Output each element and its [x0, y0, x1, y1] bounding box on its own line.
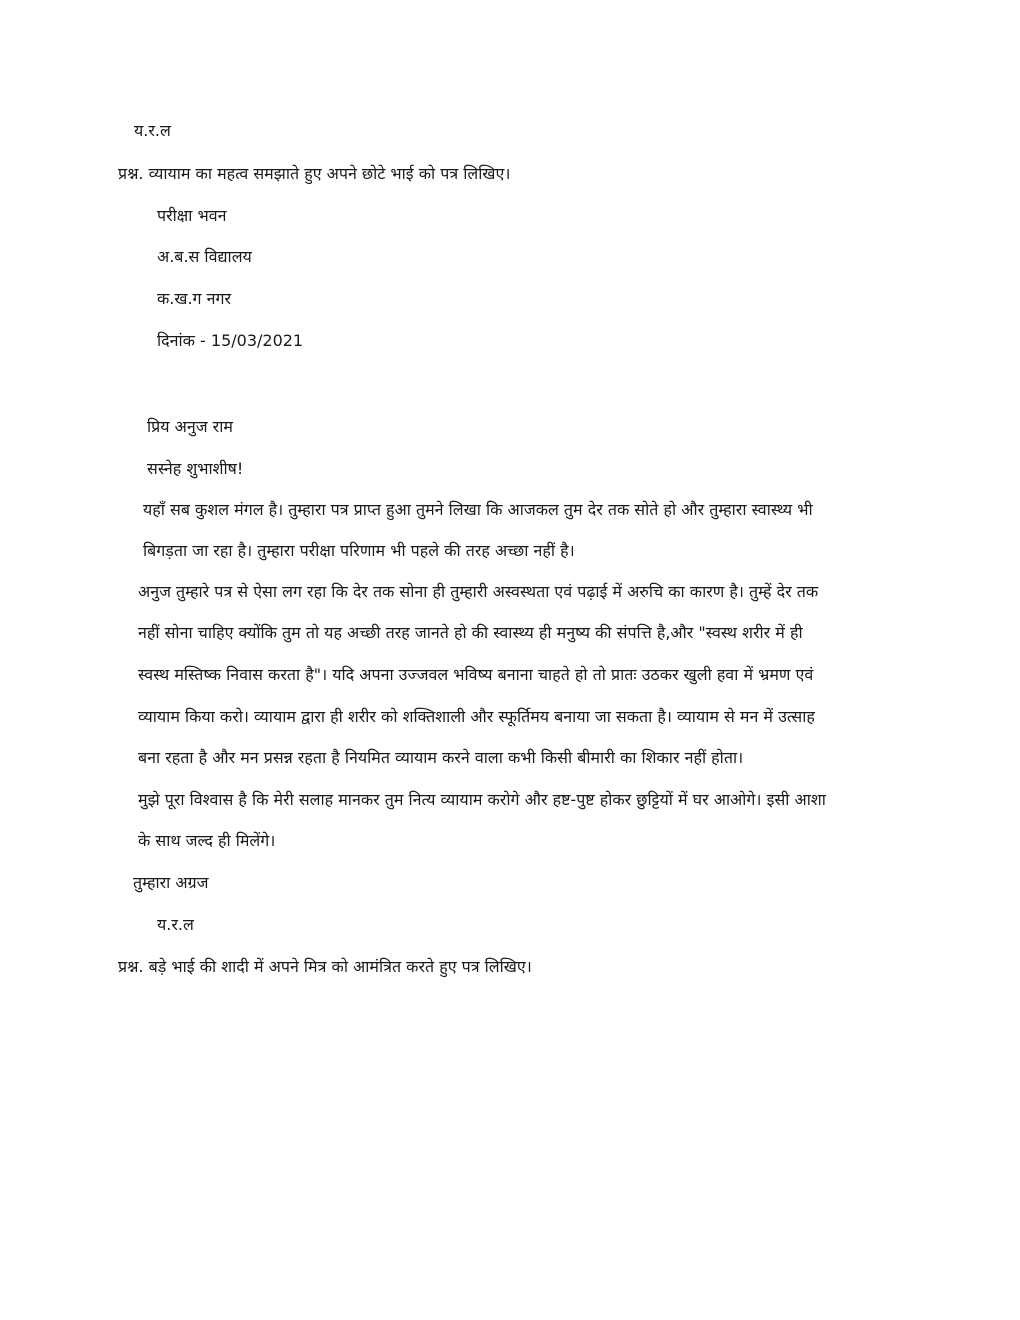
address-line-2: अ.ब.स विद्यालय — [157, 247, 252, 266]
address-line-3: क.ख.ग नगर — [157, 289, 232, 308]
question-1: प्रश्न. व्यायाम का महत्व समझाते हुए अपने छोटे भाई को पत्र लिखिए। — [118, 164, 511, 183]
salutation: प्रिय अनुज राम — [147, 417, 233, 436]
body-line-4: नहीं सोना चाहिए क्योंकि तुम तो यह अच्छी तरह जानते हो की स्वास्थ्य ही मनुष्य की संपत्ति है,और "स्वस्थ शरीर में ही — [138, 623, 803, 642]
body-line-7: बना रहता है और मन प्रसन्न रहता है नियमित व्यायाम करने वाला कभी किसी बीमारी का शिकार नहीं होता। — [138, 748, 744, 767]
body-line-9: के साथ जल्द ही मिलेंगे। — [138, 831, 276, 850]
body-line-6: व्यायाम किया करो। व्यायाम द्वारा ही शरीर को शक्तिशाली और स्फूर्तिमय बनाया जा सकता है। व्यायाम से मन में उत्साह — [138, 707, 815, 726]
date-line: दिनांक - 15/03/2021 — [157, 331, 304, 350]
body-line-2: बिगड़ता जा रहा है। तुम्हारा परीक्षा परिणाम भी पहले की तरह अच्छा नहीं है। — [143, 541, 575, 560]
greeting: सस्नेह शुभाशीष! — [147, 459, 244, 478]
closing: तुम्हारा अग्रज — [133, 873, 209, 892]
body-line-5: स्वस्थ मस्तिष्क निवास करता है"। यदि अपना उज्जवल भविष्य बनाना चाहते हो तो प्रातः उठकर खुली हवा में भ्रमण एवं — [138, 665, 814, 684]
question-2: प्रश्न. बड़े भाई की शादी में अपने मित्र को आमंत्रित करते हुए पत्र लिखिए। — [118, 957, 532, 976]
top-sender: य.र.ल — [134, 121, 171, 140]
signature: य.र.ल — [157, 915, 194, 934]
address-line-1: परीक्षा भवन — [157, 206, 227, 225]
body-line-3: अनुज तुम्हारे पत्र से ऐसा लग रहा कि देर तक सोना ही तुम्हारी अस्वस्थता एवं पढ़ाई में अरुचि का कारण है। तुम्हें देर तक — [138, 582, 819, 601]
body-line-1: यहाँ सब कुशल मंगल है। तुम्हारा पत्र प्राप्त हुआ तुमने लिखा कि आजकल तुम देर तक सोते हो और तुम्हारा स्वास्थ्य भी — [143, 500, 813, 519]
body-line-8: मुझे पूरा विश्वास है कि मेरी सलाह मानकर तुम नित्य व्यायाम करोगे और हष्ट-पुष्ट होकर छुट्टियों में घर आओगे। इसी आशा — [138, 790, 826, 809]
